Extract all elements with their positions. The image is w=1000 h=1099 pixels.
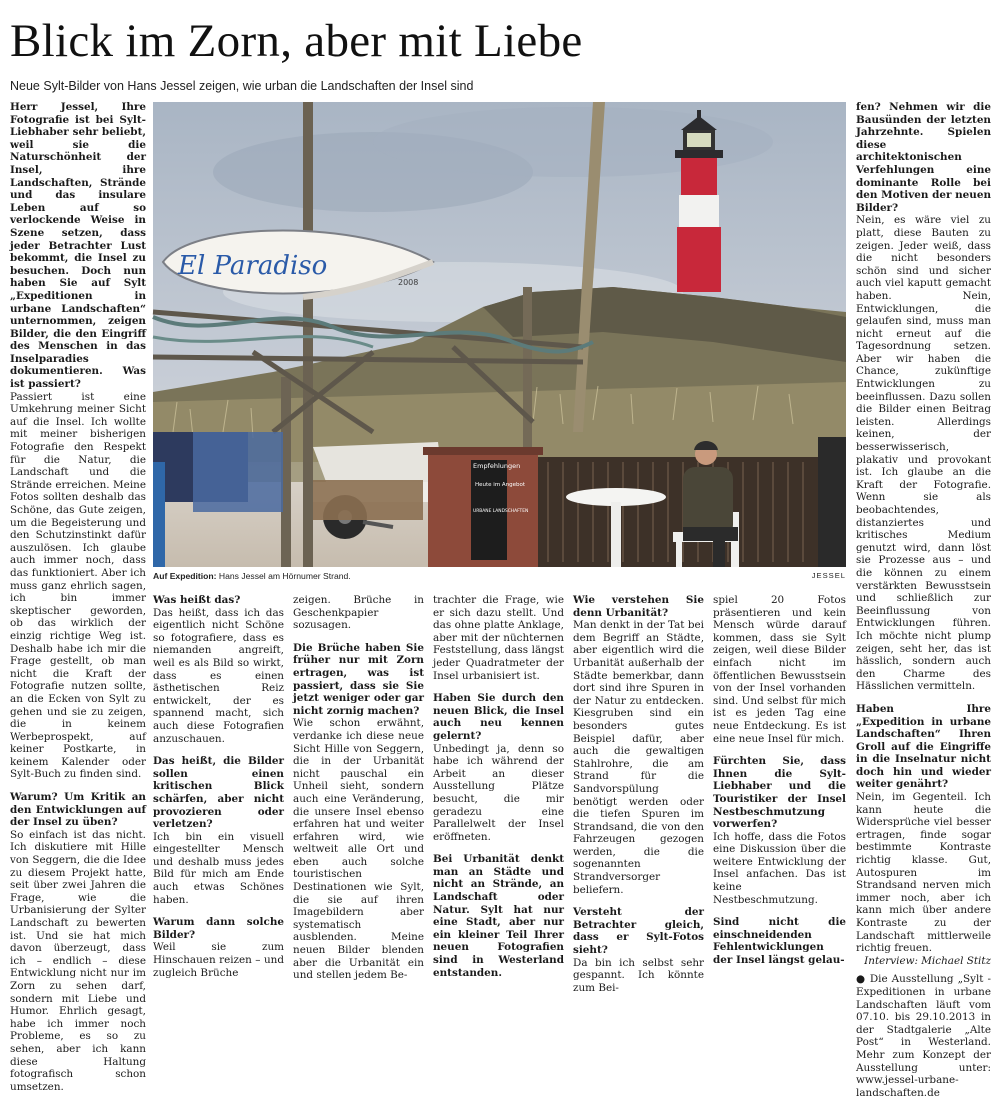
text-column-6: [713, 594, 846, 967]
interview-credit: Interview: Michael Stitz: [864, 954, 991, 967]
interview-question: Haben Ihre „Expedition in urbane Landschaften“ Ihren Groll auf die Eingriffe in die Inselnatur nicht doch hin und wieder weiter genährt?: [856, 702, 991, 791]
paragraph-gap: [433, 843, 564, 853]
text-column-7: [856, 101, 991, 1099]
interview-question: Warum dann solche Bilder?: [153, 916, 284, 941]
interview-question: Die Brüche haben Sie früher nur mit Zorn ertragen, was ist passiert, dass sie Sie jetzt weniger oder gar nicht zornig machen?: [293, 641, 424, 717]
bullet-icon: ●: [856, 973, 870, 986]
paragraph-gap: [856, 693, 991, 703]
interview-question: Wie verstehen Sie denn Urbanität?: [573, 594, 704, 619]
interview-answer: Passiert ist eine Umkehrung meiner Sicht auf die Insel. Ich wollte mit meiner bisherigen Fotografie den Respekt für die Natur, die Landschaft und die Strände erreichen. Meine Fotos sollten deshalb das Schöne, das Gute zeigen, um die Begeisterung und den Schutzinstinkt dafür auszulösen. Ich glaube auch immer noch, dass das funktioniert. Aber ich muss ganz ehrlich sagen, ich bin immer skeptischer geworden, ob das wirklich der einzig richtige Weg ist. Deshalb habe ich mir die Frage gestellt, ob man nicht die Kraft der Fotografie nutzen sollte, an die Ecken von Sylt zu gehen und sie zu zeigen, die in keinem Werbeprospekt, auf keiner Postkarte, in keinem Kalender oder Sylt-Buch zu finden sind.: [10, 390, 146, 781]
photo-caption: [153, 571, 846, 581]
interview-answer: Nein, es wäre viel zu platt, diese Bauten zu zeigen. Jeder weiß, dass die nicht besonders schön sind und sicher auch viel kaputt gemacht haben. Nein, Entwicklungen, die gelaufen sind, muss man nicht erneut auf die Tagesordnung setzen. Aber wir haben die Chance, zukünftige Entwicklungen zu beeinflussen. Dazu sollen die Bilder einen Beitrag leisten. Allerdings keinen, der besserwisserisch, plakativ und provokant ist. Ich glaube an die Kraft der Fotografie. Wenn sie als beobachtendes, distanziertes und kritisches Medium genutzt wird, dann löst sie Prozesse aus – und die können zu einem verstärkten Bewusstsein und schließlich zur Beeinflussung von Entwicklungen führen. Ich möchte nicht plump zeigen, seht her, das ist hässlich, sondern auch den Charme des Hässlichen vermitteln.: [856, 214, 991, 693]
interview-answer: Wie schon erwähnt, verdanke ich diese neue Sicht Hille von Seggern, die in der Urbanität nicht pauschal ein Unheil sieht, sondern auch eine Veränderung, die unsere Insel ebenso erfahren hat und weiter erfahren wird, wie weltweit alle Ort und eben auch solche touristischen Destinationen wie Sylt, die sie auf ihren Imagebildern aber systematisch ausblenden. Meine neuen Bilder blenden aber die Urbanität ein und stellen jedem Be-: [293, 717, 424, 982]
interview-answer: trachter die Frage, wie er sich dazu stellt. Und das ohne platte Anklage, aber mit der nüchternen Feststellung, dass längst jeder Quadratmeter der Insel urbanisiert ist.: [433, 594, 564, 682]
paragraph-gap: [10, 781, 146, 791]
article-subhead: Neue Sylt-Bilder von Hans Jessel zeigen, wie urban die Landschaften der Insel sind: [10, 79, 474, 93]
text-column-3: [293, 594, 424, 982]
interview-answer: Das heißt, dass ich das eigentlich nicht Schöne so fotografiere, dass es niemanden angreift, weil es als Bild so wirkt, dass es einen ästhetischen Reiz entwickelt, der es spannend macht, sich auch diese Fotografien anzuschauen.: [153, 606, 284, 745]
text-column-5: [573, 594, 704, 994]
interview-question: Bei Urbanität denkt man an Städte und nicht an Strände, an Landschaft oder Natur. Sylt hat nur eine Stadt, aber nur ein kleiner Teil Ihrer neuen Fotografien sind in Westerland entstanden.: [433, 853, 564, 979]
beach-scene-illustration: [153, 102, 846, 567]
photo-credit: JESSEL: [811, 571, 846, 580]
surfboard-text: El Paradiso: [178, 251, 328, 281]
interview-question: Fürchten Sie, dass Ihnen die Sylt-Liebhaber und die Touristiker der Insel Nestbeschmutzung vorwerfen?: [713, 755, 846, 831]
sign-line-1: Empfehlungen: [473, 462, 521, 470]
paragraph-gap: [293, 632, 424, 642]
interview-answer: Ich bin ein visuell eingestellter Mensch und deshalb muss jedes Bild für mich am Ende auch etwas Schönes haben.: [153, 830, 284, 906]
interview-question: Was heißt das?: [153, 594, 241, 606]
text-column-4: [433, 594, 564, 979]
interview-answer: Da bin ich selbst sehr gespannt. Ich könnte zum Bei-: [573, 956, 704, 994]
surfboard-year: 2008: [398, 278, 419, 287]
interview-answer: Ich hoffe, dass die Fotos eine Diskussion über die weitere Entwicklung der Insel anfachen. Das ist keine Nestbeschmutzung.: [713, 830, 846, 906]
sign-line-2: Heute im Angebot: [475, 482, 526, 488]
interview-question: Sind nicht die einschneidenden Fehlentwicklungen der Insel längst gelau-: [713, 916, 846, 967]
exhibition-info: [856, 973, 991, 1099]
interview-answer: Nein, im Gegenteil. Ich kann heute die Widersprüche viel besser ertragen, finde sogar bestimmte Kontraste richtig klasse. Gut, Autospuren im Strandsand nerven mich immer noch, aber ich kann mich über andere Kontraste zu der Landschaft mittlerweile richtig freuen.: [856, 791, 991, 955]
interview-answer: Man denkt in der Tat bei dem Begriff an Städte, aber eigentlich wird die Urbanität außerhalb der Städte bemerkbar, dann dort sind ihre Spuren in der Natur zu entdecken. Kiesgruben sind ein besonders gutes Beispiel dafür, aber auch die gewaltigen Stahlrohre, die am Strand für die Sandvorspülung benötigt werden oder die tiefen Spuren im Strandsand, die von den Fahrzeugen gezogen werden, die die sogenannten Strandversorger beliefern.: [573, 619, 704, 896]
interview-answer: Unbedingt ja, denn so habe ich während der Arbeit an dieser Ausstellung Plätze besucht, die mir geradezu eine Parallelwelt der Insel eröffneten.: [433, 742, 564, 843]
kiosk: [423, 447, 543, 567]
article-headline: Blick im Zorn, aber mit Liebe: [10, 15, 583, 67]
caption-label: Auf Expedition:: [153, 571, 217, 581]
interview-answer: spiel 20 Fotos präsentieren und kein Mensch würde darauf kommen, dass sie Sylt zeigen, weil diese Bilder einfach nicht im öffentlichen Bewusstsein von der Insel vorhanden sind. Und selbst für mich ist es jeden Tag eine neue Entdeckung. Es ist eine neue Insel für mich.: [713, 594, 846, 745]
paragraph-gap: [713, 745, 846, 755]
text-column-2: [153, 594, 284, 979]
interview-question: Das heißt, die Bilder sollen einen kritischen Blick schärfen, aber nicht provozieren oder verletzen?: [153, 755, 284, 831]
interview-answer: Weil sie zum Hinschauen reizen – und zugleich Brüche: [153, 941, 284, 979]
caption-text: Hans Jessel am Hörnumer Strand.: [218, 571, 351, 581]
interview-question: Versteht der Betrachter gleich, dass er Sylt-Fotos sieht?: [573, 906, 704, 957]
sign-line-3: URBANE LANDSCHAFTEN: [473, 509, 529, 514]
paragraph-gap: [433, 682, 564, 692]
paragraph-gap: [153, 906, 284, 916]
article-photo: [153, 102, 846, 567]
interview-answer: So einfach ist das nicht. Ich diskutiere mit Hille von Seggern, die die Idee zu diesem Projekt hatte, seit über zwei Jahren die Frage, wie die Urbanisierung der Sylter Landschaft zu bewerten ist. Und sie hat mich davon überzeugt, dass ich – endlich – diese Entwicklung nicht nur im Zorn zu sehen darf, sondern mit Liebe und Humor. Ehrlich gesagt, habe ich immer noch Probleme, es so zu sehen, aber ich kann diese Haltung fotografisch schon umsetzen.: [10, 828, 146, 1093]
paragraph-gap: [573, 896, 704, 906]
wooden-pole: [303, 102, 313, 567]
interview-answer: zeigen. Brüche in Geschenkpapier sozusagen.: [293, 594, 424, 632]
interview-question: fen? Nehmen wir die Bausünden der letzten Jahrzehnte. Spielen diese architektonischen Verfehlungen eine dominante Rolle bei den Motiven der neuen Bilder?: [856, 101, 991, 214]
interview-question: Haben Sie durch den neuen Blick, die Insel auch neu kennen gelernt?: [433, 692, 564, 742]
interview-question: Warum? Um Kritik an den Entwicklungen auf der Insel zu üben?: [10, 791, 146, 829]
interview-question: Herr Jessel, Ihre Fotografie ist bei Sylt-Liebhaber sehr beliebt, weil sie die Naturschönheit der Insel, ihre Landschaften, Strände und das insulare Leben auf so verlockende Weise in Szene setzen, dass jeder Betrachter Lust bekommt, die Insel zu besuchen. Doch nun haben Sie auf Sylt „Expeditionen in urbane Landschaften“ unternommen, zeigen Bilder, die den Eingriff des Menschen in das Inselparadies dokumentieren. Was ist passiert?: [10, 101, 146, 391]
paragraph-gap: [713, 906, 846, 916]
paragraph-gap: [153, 745, 284, 755]
exhibition-info-text: Die Ausstellung „Sylt - Expeditionen in urbane Landschaften läuft vom 07.10. bis 29.10.2013 in der Stadtgalerie „Alte Post“ in Westerland. Mehr zum Konzept der Ausstellung unter: www.jessel-urbane-landschaften.de: [856, 973, 991, 1099]
text-column-1: [10, 101, 146, 1093]
